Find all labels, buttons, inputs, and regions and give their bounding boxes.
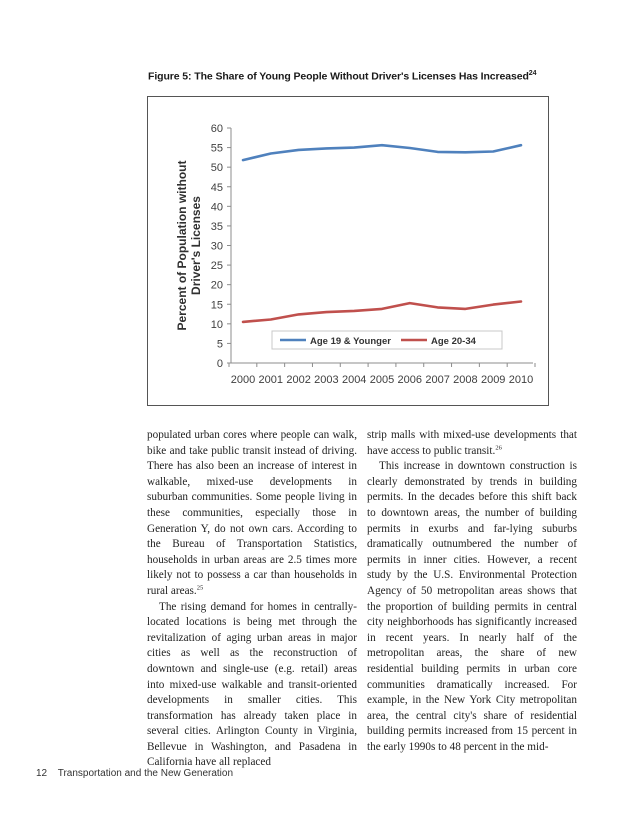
paragraph-text: This increase in downtown construction is clearly demonstrated by trends in building permits. In the decades before this shift back to downtown areas, the number of building permits in exurbs and far-lying suburbs dramatically outnumbered the number of permits in inner cities. However, a recent study by the U.S. Environmental Protection Agency of 50 metropolitan areas shows that the proportion of building permits in central city neighborhoods has significantly increased in recent years. In nearly half of the metropolitan areas, the share of new residential building permits in urban core communities dramatically increased. For example, in the New York City metropolitan area, the central city's share of residential building permits increased from 15 percent in the early 1990s to 48 percent in the mid- <box>367 460 577 753</box>
y-tick-label: 55 <box>210 142 223 155</box>
y-axis-label: Percent of Population without <box>175 160 189 331</box>
data-point <box>326 148 328 150</box>
data-point <box>326 311 328 313</box>
data-point <box>437 151 439 153</box>
x-tick-label: 2009 <box>480 374 506 386</box>
y-tick-label: 45 <box>210 181 223 194</box>
page-number: 12 <box>36 768 48 779</box>
paragraph <box>147 600 357 772</box>
y-tick-label: 30 <box>210 240 223 253</box>
data-point <box>409 147 411 149</box>
data-point <box>298 149 300 151</box>
figure-title-note: 24 <box>528 70 537 77</box>
data-point <box>520 301 522 303</box>
legend-label: Age 20-34 <box>431 336 476 347</box>
data-point <box>242 321 244 323</box>
series-line <box>243 302 521 322</box>
running-title: Transportation and the New Generation <box>57 768 234 779</box>
x-tick-label: 2003 <box>314 374 339 386</box>
legend-label: Age 19 & Younger <box>310 336 391 347</box>
figure-title-text: Figure 5: The Share of Young People Without Driver's Licenses Has Increased <box>148 70 529 83</box>
y-axis-label: Driver's Licenses <box>189 196 203 295</box>
data-point <box>298 314 300 316</box>
figure-title <box>148 70 568 83</box>
footnote-ref: 25 <box>196 584 204 592</box>
data-point <box>492 304 494 306</box>
footnote-ref: 26 <box>495 443 502 451</box>
paragraph-text: strip malls with mixed-use developments that have access to public transit. <box>367 429 577 457</box>
x-tick-label: 2004 <box>341 374 367 386</box>
paragraph-text: populated urban cores where people can walk, bike and take public transit instead of driving. There has also been an increase of interest in walkable, mixed-use developments in suburban communities. Some people living in these communities, especially those in Generation Y, do not own cars. According to the Bureau of Transportation Statistics, households in urban areas are 2.5 times more likely not to possess a car than households in rural areas. <box>147 429 357 597</box>
data-point <box>409 302 411 304</box>
data-point <box>270 319 272 321</box>
data-point <box>381 144 383 146</box>
x-tick-label: 2008 <box>453 374 478 386</box>
body-column-right <box>367 428 577 755</box>
data-point <box>465 308 467 310</box>
y-tick-label: 10 <box>210 318 223 331</box>
y-tick-label: 15 <box>210 299 223 312</box>
series-line <box>243 145 521 160</box>
paragraph-text: The rising demand for homes in centrally-located locations is being met through the revitalization of aging urban areas in major cities as well as the reconstruction of downtown and single-use (e.g. retail) areas into mixed-use walkable and transit-oriented developments in smaller cities. This transformation has already taken place in several cities. Arlington County in Virginia, Bellevue in Washington, and Pasadena in California have all replaced <box>147 600 357 769</box>
body-column-left <box>147 428 357 771</box>
paragraph <box>367 428 577 459</box>
y-tick-label: 0 <box>216 358 223 370</box>
data-point <box>353 310 355 312</box>
data-point <box>437 307 439 309</box>
x-tick-label: 2010 <box>508 374 534 386</box>
line-chart <box>148 97 548 405</box>
x-tick-label: 2007 <box>425 374 450 386</box>
x-tick-label: 2002 <box>286 374 311 386</box>
data-point <box>353 147 355 149</box>
y-tick-label: 40 <box>210 201 223 214</box>
data-point <box>492 151 494 153</box>
y-tick-label: 5 <box>216 338 223 351</box>
x-tick-label: 2006 <box>397 374 423 386</box>
data-point <box>465 151 467 153</box>
x-tick-label: 2005 <box>369 374 395 386</box>
y-tick-label: 35 <box>210 220 223 233</box>
x-tick-label: 2000 <box>230 374 256 386</box>
data-point <box>270 153 272 155</box>
y-tick-label: 60 <box>210 123 223 135</box>
y-tick-label: 25 <box>210 260 223 273</box>
data-point <box>520 144 522 146</box>
y-tick-label: 20 <box>210 279 223 292</box>
chart-frame <box>147 96 549 406</box>
data-point <box>381 308 383 310</box>
page-footer <box>36 768 233 779</box>
y-tick-label: 50 <box>210 162 223 175</box>
data-point <box>242 159 244 161</box>
x-tick-label: 2001 <box>258 374 284 386</box>
paragraph <box>367 459 577 755</box>
paragraph <box>147 428 357 600</box>
